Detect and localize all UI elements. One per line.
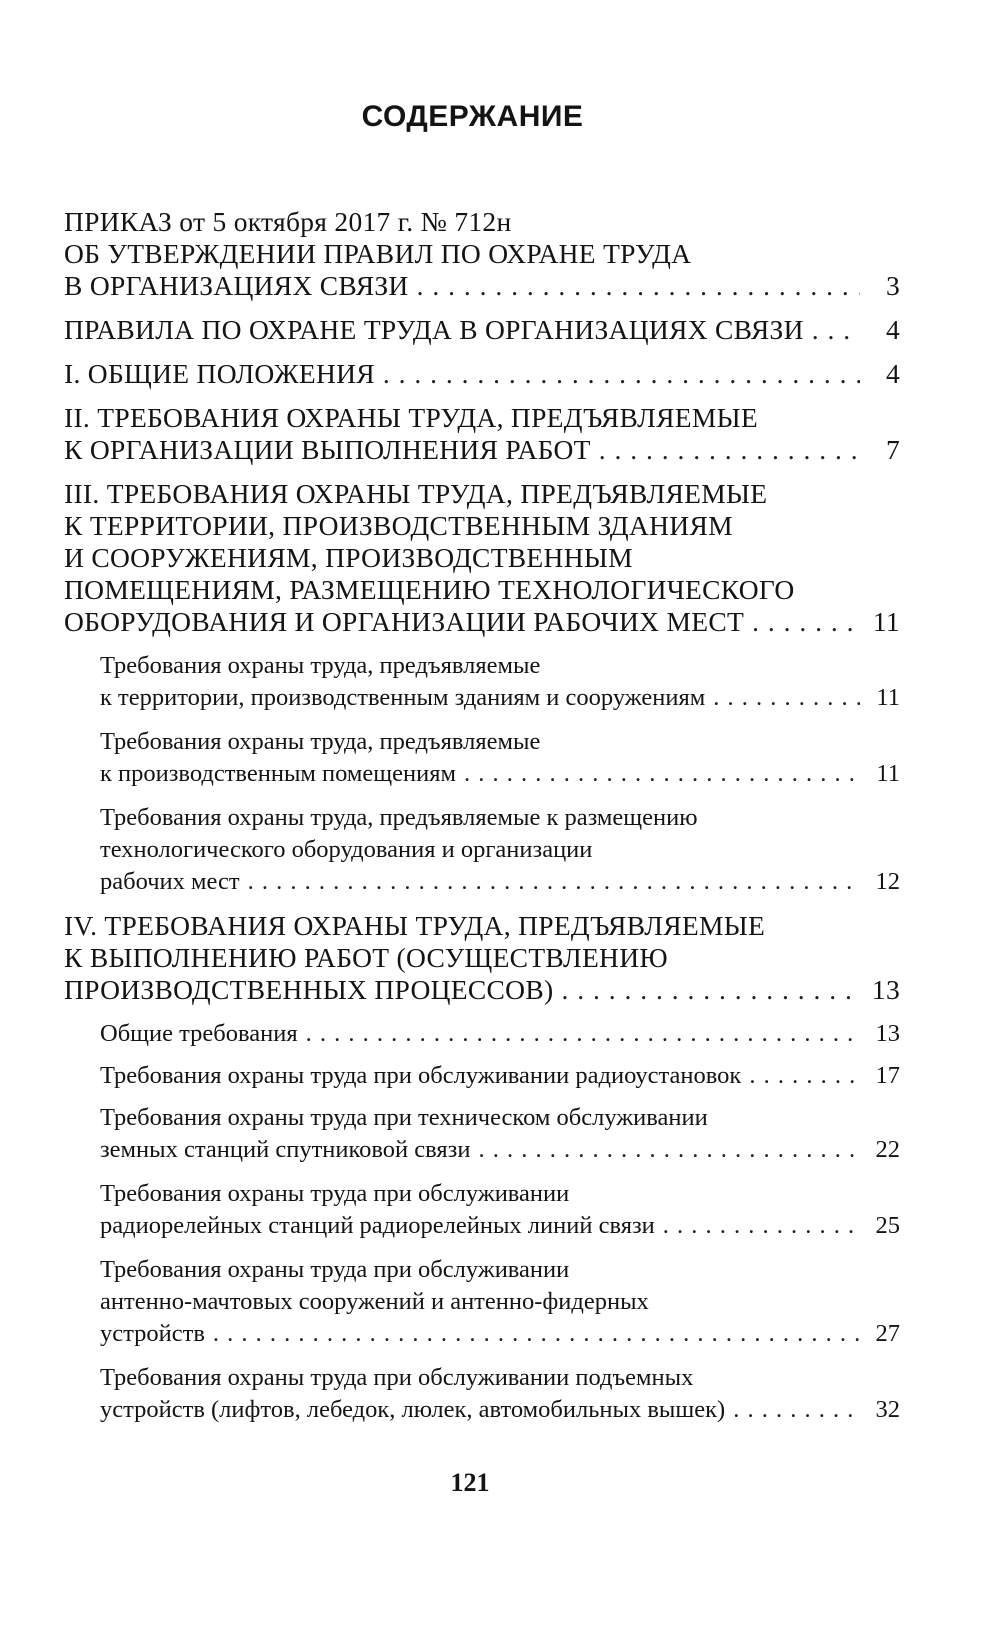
toc-subsection[interactable] (64, 1102, 900, 1166)
toc-subsection[interactable] (64, 650, 900, 714)
toc-subsection[interactable] (64, 1018, 900, 1050)
dot-leader (553, 974, 860, 1006)
page-title: СОДЕРЖАНИЕ (361, 100, 584, 133)
toc-entry-title: радиорелейных станций радиорелейных линий связи (100, 1212, 655, 1239)
toc-page-number: 32 (875, 1396, 900, 1423)
toc-entry-row (100, 1210, 900, 1242)
toc-entry-title: В ОРГАНИЗАЦИЯХ СВЯЗИ (64, 270, 409, 301)
toc-entry-line: Требования охраны труда при обслуживании подъемных (100, 1364, 694, 1391)
toc-entry-row (100, 866, 900, 898)
toc-entry-line: ПРИКАЗ от 5 октября 2017 г. № 712н (64, 206, 512, 237)
toc-entry-line: технологического оборудования и организации (100, 836, 593, 863)
toc-page-number: 11 (876, 684, 900, 711)
toc-entry-row (100, 758, 900, 790)
toc-entry-title: к производственным помещениям (100, 760, 457, 787)
toc-entry-row (64, 314, 900, 346)
toc-page-number: 22 (875, 1136, 900, 1163)
dot-leader (804, 314, 860, 346)
dot-leader (470, 1134, 860, 1166)
toc-entry-line: ПОМЕЩЕНИЯМ, РАЗМЕЩЕНИЮ ТЕХНОЛОГИЧЕСКОГО (64, 574, 795, 605)
dot-leader (705, 682, 860, 714)
toc-section[interactable] (64, 358, 900, 390)
toc-page-number: 4 (885, 358, 900, 389)
toc-entry-title: I. ОБЩИЕ ПОЛОЖЕНИЯ (64, 358, 375, 389)
toc-entry-title: земных станций спутниковой связи (100, 1136, 471, 1163)
toc-entry-line: И СООРУЖЕНИЯМ, ПРОИЗВОДСТВЕННЫМ (64, 542, 633, 573)
dot-leader (298, 1018, 860, 1050)
toc-subsection[interactable] (64, 1178, 900, 1242)
toc-entry-title: рабочих мест (100, 868, 240, 895)
toc-page-number: 17 (875, 1062, 900, 1089)
dot-leader (240, 866, 860, 898)
toc-section[interactable] (64, 314, 900, 346)
toc-entry-row (100, 682, 900, 714)
dot-leader (375, 358, 860, 390)
toc-entry-line: Требования охраны труда, предъявляемые (100, 728, 541, 755)
table-of-contents (64, 196, 900, 1426)
toc-entry-line: III. ТРЕБОВАНИЯ ОХРАНЫ ТРУДА, ПРЕДЪЯВЛЯЕМЫЕ (64, 478, 768, 509)
toc-entry-row (100, 1018, 900, 1050)
toc-entry-line: Требования охраны труда при обслуживании (100, 1256, 570, 1283)
toc-entry-line: Требования охраны труда, предъявляемые к размещению (100, 804, 698, 831)
dot-leader (744, 606, 860, 638)
toc-entry-row (100, 1134, 900, 1166)
toc-entry-title: ОБОРУДОВАНИЯ И ОРГАНИЗАЦИИ РАБОЧИХ МЕСТ (64, 606, 745, 637)
toc-entry-line: К ВЫПОЛНЕНИЮ РАБОТ (ОСУЩЕСТВЛЕНИЮ (64, 942, 668, 973)
toc-page-number: 13 (875, 1020, 900, 1047)
toc-entry-row (100, 1394, 900, 1426)
dot-leader (409, 270, 860, 302)
dot-leader (456, 758, 860, 790)
toc-entry-title: Общие требования (100, 1020, 298, 1047)
toc-entry-line: ОБ УТВЕРЖДЕНИИ ПРАВИЛ ПО ОХРАНЕ ТРУДА (64, 238, 692, 269)
toc-page-number: 12 (875, 868, 900, 895)
toc-entry-title: Требования охраны труда при обслуживании радиоустановок (100, 1062, 742, 1089)
toc-subsection[interactable] (64, 1254, 900, 1350)
dot-leader (741, 1060, 860, 1092)
toc-page-number: 27 (875, 1320, 900, 1347)
dot-leader (725, 1394, 860, 1426)
toc-entry-row (100, 1060, 900, 1092)
toc-entry-title: К ОРГАНИЗАЦИИ ВЫПОЛНЕНИЯ РАБОТ (64, 434, 591, 465)
toc-page-number: 3 (885, 270, 900, 301)
toc-entry-row (64, 974, 900, 1006)
dot-leader (591, 434, 860, 466)
toc-entry-line: Требования охраны труда при техническом обслуживании (100, 1104, 708, 1131)
toc-subsection[interactable] (64, 802, 900, 898)
toc-subsection[interactable] (64, 726, 900, 790)
toc-entry-line: Требования охраны труда, предъявляемые (100, 652, 541, 679)
toc-subsection[interactable] (64, 1362, 900, 1426)
toc-entry-row (64, 606, 900, 638)
toc-subsection[interactable] (64, 1060, 900, 1092)
dot-leader (205, 1318, 860, 1350)
page-number: 121 (450, 1468, 490, 1497)
toc-entry-row (64, 270, 900, 302)
toc-entry-title: ПРАВИЛА ПО ОХРАНЕ ТРУДА В ОРГАНИЗАЦИЯХ СВЯЗИ (64, 314, 804, 345)
toc-section[interactable] (64, 206, 900, 302)
toc-entry-row (64, 434, 900, 466)
toc-page-number: 25 (875, 1212, 900, 1239)
toc-entry-line: Требования охраны труда при обслуживании (100, 1180, 570, 1207)
toc-entry-line: IV. ТРЕБОВАНИЯ ОХРАНЫ ТРУДА, ПРЕДЪЯВЛЯЕМЫЕ (64, 910, 766, 941)
toc-section[interactable] (64, 910, 900, 1006)
toc-entry-title: устройств (лифтов, лебедок, люлек, автомобильных вышек) (100, 1396, 726, 1423)
toc-page-number: 13 (871, 974, 900, 1005)
toc-page-number: 11 (876, 760, 900, 787)
toc-entry-row (100, 1318, 900, 1350)
toc-page-number: 11 (872, 606, 900, 637)
toc-section[interactable] (64, 402, 900, 466)
toc-entry-line: II. ТРЕБОВАНИЯ ОХРАНЫ ТРУДА, ПРЕДЪЯВЛЯЕМЫЕ (64, 402, 758, 433)
toc-section[interactable] (64, 478, 900, 638)
toc-page-number: 7 (885, 434, 900, 465)
toc-entry-title: ПРОИЗВОДСТВЕННЫХ ПРОЦЕССОВ) (64, 974, 554, 1005)
toc-page-number: 4 (885, 314, 900, 345)
toc-entry-row (64, 358, 900, 390)
dot-leader (655, 1210, 860, 1242)
toc-entry-title: к территории, производственным зданиям и сооружениям (100, 684, 706, 711)
toc-entry-line: антенно-мачтовых сооружений и антенно-фидерных (100, 1288, 649, 1315)
toc-entry-title: устройств (100, 1320, 205, 1347)
toc-entry-line: К ТЕРРИТОРИИ, ПРОИЗВОДСТВЕННЫМ ЗДАНИЯМ (64, 510, 733, 541)
